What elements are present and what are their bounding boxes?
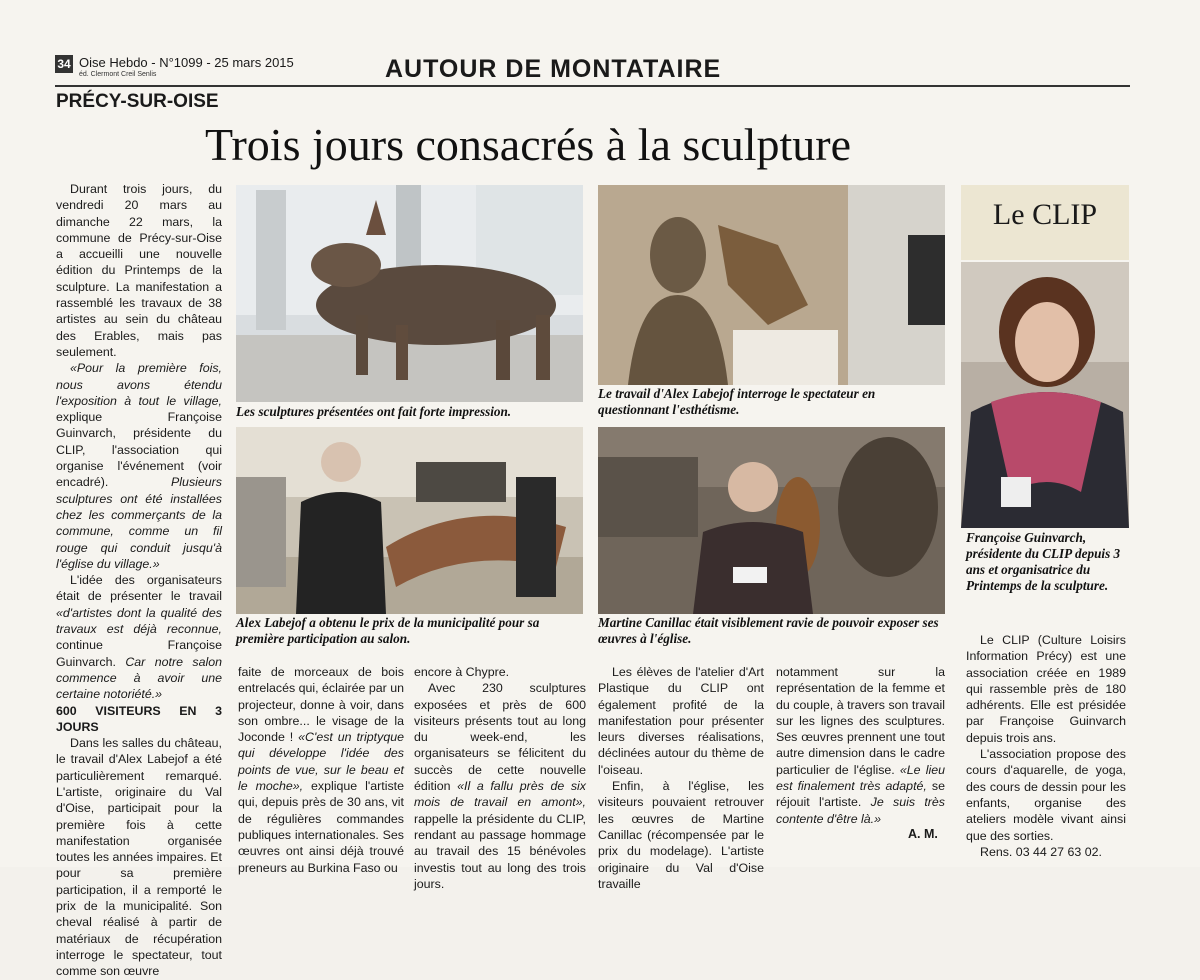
page-number: 34: [55, 55, 73, 73]
paragraph: Dans les salles du château, le travail d'Alex Labejof a été particulièrement remarqué. L'artiste, originaire du Val d'Oise, participait pour la première fois à cette manifestation organisée toutes les années impaires. Et pour sa première participation, il a remporté le prix de la municipalité. Son cheval réalisé à partir de matériaux de récupération interroge le spectateur, tout comme son œuvre: [56, 736, 222, 979]
quote: Je suis très contente d'être là.»: [776, 795, 945, 826]
quote: «Il a fallu près de six mois de travail en amont»,: [414, 779, 586, 810]
article-column-1: [56, 181, 222, 980]
quote: Car notre salon commence à avoir une certaine notoriété.»: [56, 654, 223, 702]
location-kicker: PRÉCY-SUR-OISE: [56, 91, 219, 112]
paragraph: Le CLIP (Culture Loisirs Information Précy) est une association créée en 1989 qui rassemble près de 180 adhérents. Elle est présidée par Françoise Guinvarch depuis trois ans.: [966, 633, 1126, 745]
sidebar-title: Le CLIP: [992, 198, 1098, 231]
bleed-through-text: [905, 95, 908, 111]
paragraph: encore à Chypre.: [414, 665, 510, 679]
photo-francoise-guinvarch: [961, 262, 1129, 528]
text: explique Françoise Guinvarch, présidente du CLIP, l'association qui organise l'événement (voir encadré).: [56, 410, 222, 490]
article-column-2: [238, 664, 404, 876]
paragraph: [414, 680, 586, 892]
section-banner: AUTOUR DE MONTATAIRE: [385, 55, 722, 83]
text: notamment sur la représentation de la femme et du couple, à travers son travail sur les lignes des sculptures. Ses œuvres prennent une tout autre dimension dans le cadre particulier de l'église.: [776, 665, 945, 777]
alex-labejof-image: [236, 427, 583, 614]
text: continue Françoise Guinvarch.: [56, 638, 222, 669]
caption-horse: Les sculptures présentées ont fait forte impression.: [236, 404, 512, 419]
issue-info: Oise Hebdo - N°1099 - 25 mars 2015: [79, 55, 294, 70]
caption-shadow: Le travail d'Alex Labejof interroge le spectateur en questionnant l'esthétisme.: [598, 386, 876, 417]
paragraph: [238, 664, 404, 876]
quote: «Le lieu est finalement très adapté,: [776, 762, 946, 794]
text: explique l'artiste qui, depuis près de 30 ans, vit de régulières commandes publiques internationales. Ses œuvres ont ainsi déjà trouvé preneurs au Burkina Faso ou: [238, 779, 404, 875]
paragraph: [56, 572, 222, 702]
caption-martine: Martine Canillac était visiblement ravie de pouvoir exposer ses œuvres à l'église.: [598, 615, 939, 646]
photo-martine-canillac: [598, 427, 945, 614]
text: se réjouit l'artiste.: [776, 779, 945, 810]
subheading: 600 VISITEURS EN 3 JOURS: [56, 703, 222, 734]
article-column-5: [776, 664, 945, 827]
contact-phone: Rens. 03 44 27 63 02.: [980, 844, 1102, 859]
text: rappelle la présidente du CLIP, rendant au passage hommage au travail des 15 bénévoles investis tout au long des trois jours.: [414, 811, 586, 891]
text: L'idée des organisateurs était de présenter le travail: [56, 573, 222, 604]
paragraph: [776, 664, 945, 827]
francoise-guinvarch-image: [961, 262, 1129, 528]
paragraph: [56, 360, 222, 572]
quote: «C'est un triptyque qui développe l'idée des points de vue, sur le beau et le moche»,: [238, 730, 404, 794]
paragraph: Les élèves de l'atelier d'Art Plastique du CLIP ont également profité de la manifestation pour présenter leurs diverses réalisations, déclinées autour du thème de l'oiseau.: [598, 665, 764, 777]
photo-shadow-sculpture: [598, 185, 945, 385]
article-column-3: [414, 664, 586, 892]
sidebar-body: [966, 632, 1126, 860]
edition-info: éd. Clermont Creil Senlis: [79, 71, 157, 78]
caption-alex: Alex Labejof a obtenu le prix de la municipalité pour sa première participation au salon.: [236, 615, 540, 646]
caption-francoise: Françoise Guinvarch, présidente du CLIP depuis 3 ans et organisatrice du Printemps de la sculpture.: [966, 530, 1121, 593]
article-column-4: [598, 664, 764, 892]
quote: Plusieurs sculptures ont été installées chez les commerçants de la commune, comme un fil rouge qui conduit jusqu'à l'église du village.»: [56, 475, 222, 571]
quote: «d'artistes dont la qualité des travaux est déjà reconnue,: [56, 605, 222, 637]
shadow-sculpture-image: [598, 185, 945, 385]
quote: «Pour la première fois, nous avons étendu l'exposition à tout le village,: [56, 361, 222, 408]
text: Avec 230 sculptures exposées et près de 600 visiteurs présents tout au long du week-end, les organisateurs se félicitent du succès de cette nouvelle édition: [414, 681, 586, 794]
paragraph: Durant trois jours, du vendredi 20 mars au dimanche 22 mars, la commune de Précy-sur-Oise a accueilli une nouvelle édition du Printemps de la sculpture. La manifestation a rassemblé les travaux de 38 artistes au sein du château des Erables, mais pas seulement.: [56, 182, 222, 359]
headline: Trois jours consacrés à la sculpture: [205, 119, 851, 170]
paragraph: L'association propose des cours d'aquarelle, de yoga, des cours de dessin pour les enfants, organise des ateliers modèle vivant ainsi que des sorties.: [966, 747, 1126, 843]
text: faite de morceaux de bois entrelacés qui, éclairée par un projecteur, donne à voir, dans son ombre... le visage de la Joconde !: [238, 665, 404, 745]
martine-canillac-image: [598, 427, 945, 614]
author-signature: A. M.: [908, 827, 938, 841]
header-rule: [55, 85, 1130, 87]
horse-sculpture-image: [236, 185, 583, 402]
photo-alex-labejof: [236, 427, 583, 614]
photo-horse-sculpture: [236, 185, 583, 402]
paragraph: Enfin, à l'église, les visiteurs pouvaient retrouver les œuvres de Martine Canillac (récompensée par le prix du modelage). L'artiste originaire du Val d'Oise travaille: [598, 779, 764, 891]
